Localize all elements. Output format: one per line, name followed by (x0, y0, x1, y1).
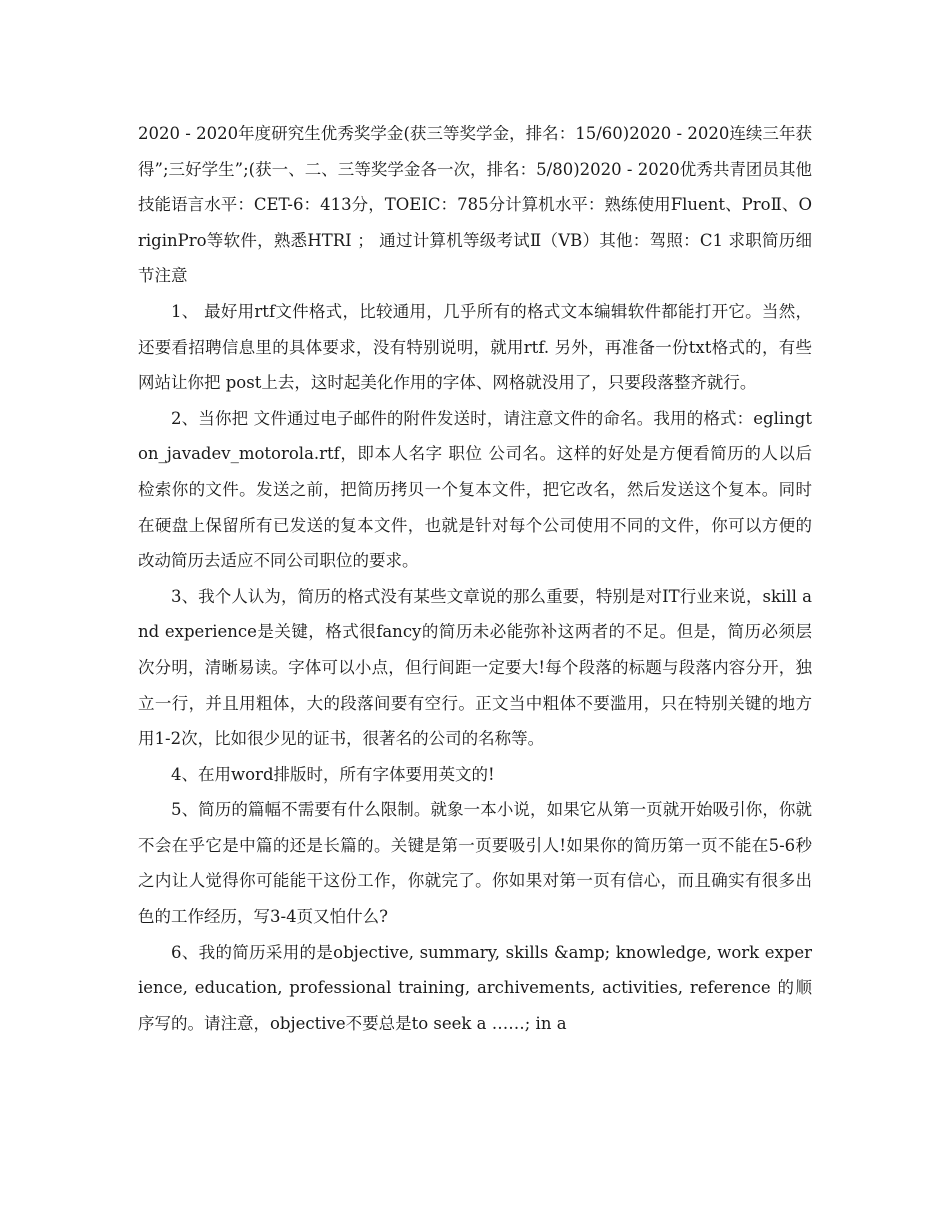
paragraph-tip-4: 4、在用word排版时，所有字体要用英文的! (171, 764, 495, 784)
paragraph-tip-5: 5、简历的篇幅不需要有什么限制。就象一本小说，如果它从第一页就开始吸引你，你就不会在乎它是中篇的还是长篇的。关键是第一页要吸引人!如果你的简历第一页不能在5-6秒之内让人觉得你可能能干这份工作，你就完了。你如果对第一页有信心，而且确实有很多出色的工作经历，写3-4页又怕什么? (138, 800, 812, 927)
paragraph-tip-2: 2、当你把 文件通过电子邮件的附件发送时，请注意文件的命名。我用的格式：eglington_javadev_motorola.rtf，即本人名字 职位 公司名。这样的好处是方便看简历的人以后检索你的文件。发送之前，把简历拷贝一个复本文件，把它改名，然后发送这个复本。同时在硬盘上保留所有已发送的复本文件，也就是针对每个公司使用不同的文件，你可以方便的改动简历去适应不同公司职位的要求。 (138, 408, 812, 571)
document-page (138, 116, 812, 1041)
paragraph-tip-3: 3、我个人认为，简历的格式没有某些文章说的那么重要，特别是对IT行业来说，skill and experience是关键，格式很fancy的简历未必能弥补这两者的不足。但是，简历必须层次分明，清晰易读。字体可以小点，但行间距一定要大!每个段落的标题与段落内容分开，独立一行，并且用粗体，大的段落间要有空行。正文当中粗体不要滥用，只在特别关键的地方用1-2次，比如很少见的证书，很著名的公司的名称等。 (138, 586, 812, 749)
paragraph-tip-1: 1、 最好用rtf文件格式，比较通用，几乎所有的格式文本编辑软件都能打开它。当然，还要看招聘信息里的具体要求，没有特别说明，就用rtf. 另外，再准备一份txt格式的，有些网站让你把 post上去，这时起美化作用的字体、网格就没用了，只要段落整齐就行。 (138, 301, 812, 393)
paragraph-awards-skills: 2020 - 2020年度研究生优秀奖学金(获三等奖学金，排名：15/60)2020 - 2020连续三年获得”;三好学生”;(获一、二、三等奖学金各一次，排名：5/80)2020 - 2020优秀共青团员其他技能语言水平：CET-6：413分，TOEIC：785分计算机水平：熟练使用Fluent、ProⅡ、OriginPro等软件，熟悉HTRI ； 通过计算机等级考试Ⅱ（VB）其他：驾照：C1 求职简历细节注意 (138, 124, 812, 286)
paragraph-tip-6: 6、我的简历采用的是objective, summary, skills &amp; knowledge, work experience, education, professional training, archivements, activities, reference 的顺序写的。请注意，objective不要总是to seek a ……; in a (138, 942, 812, 1033)
